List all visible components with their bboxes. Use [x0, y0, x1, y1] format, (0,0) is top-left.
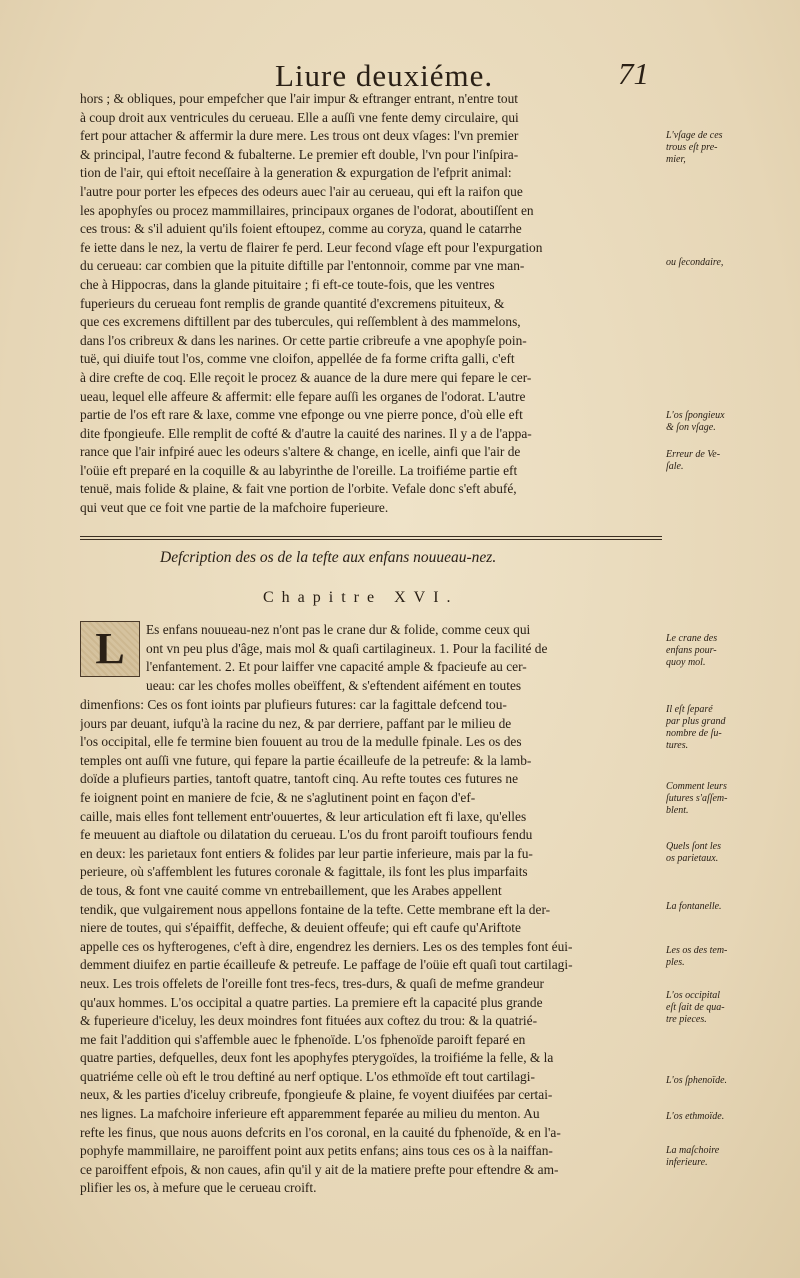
text-line: quatriéme celle où eft le trou deftiné au nerf optique. L'os ethmoïde eft tout cartilagi- [80, 1068, 535, 1084]
section-rule [80, 536, 662, 537]
text-line: qui veut que ce foit vne partie de la mafchoire fuperieure. [80, 500, 389, 516]
decorated-initial [80, 621, 140, 677]
text-line: niere de toutes, qui s'épaiffit, deffeche, & deuient offeufe; qui eft caufe qu'Ariftote [80, 920, 521, 936]
margin-note: quoy mol. [666, 657, 706, 668]
text-line: & fuperieure d'iceluy, les deux moindres font fituées aux coftez du trou: & la quatrié- [80, 1013, 538, 1029]
body-text-top [80, 90, 660, 518]
margin-note: os parietaux. [666, 853, 719, 864]
text-line: quatre parties, defquelles, deux font les apophyfes pterygoïdes, la troifiéme la felle, & la [80, 1050, 554, 1066]
margin-note: L'os ſphenoïde. [666, 1075, 728, 1086]
body-text-chapter [80, 696, 660, 1198]
margin-note: ſutures s'aſſem- [666, 793, 728, 804]
text-line: l'autre pour porter les efpeces des odeurs auec l'air au cerueau, qui eft la raifon que [80, 183, 523, 199]
section-rule-thin [80, 539, 662, 540]
text-line: de tous, & font vne cauité comme vn entrebaillement, que les Arabes appellent [80, 882, 502, 898]
text-line: dimenfions: Ces os font ioints par plufieurs futures: car la fagittale defcend tou- [80, 697, 507, 712]
text-line: en deux: les parietaux font entiers & folides par leur partie inferieure, mais par la fu- [80, 845, 533, 861]
text-line: rance que l'air infpiré auec les odeurs s'altere & change, en icelle, ainfi que l'air de [80, 444, 521, 460]
margin-note: ſale. [666, 461, 684, 472]
text-line: tendik, que vulgairement nous appellons fontaine de la tefte. Cette membrane eft la der- [80, 901, 551, 917]
margin-note: ples. [666, 957, 685, 968]
text-line: fe meuuent au diaftole ou dilatation du cerueau. L'os du front paroift toufiours fendu [80, 827, 533, 843]
margin-note: eſt ſait de qua- [666, 1002, 725, 1013]
text-line: fuperieurs du cerueau font remplis de grande quantité d'excremens pituiteux, & [80, 295, 505, 311]
margin-note: & ſon vſage. [666, 422, 716, 433]
text-line: pophyfe mammillaire, ne paroiffent point aux petits enfans; ains tous ces os à la naiffan- [80, 1143, 553, 1159]
text-line: temples ont auſſi vne future, qui fepare la partie écailleufe de la petreufe: & la lamb- [80, 752, 532, 768]
page-number: 71 [618, 56, 649, 91]
margin-note: Le crane des [666, 633, 718, 644]
margin-note: enfans pour- [666, 645, 717, 656]
margin-note: trous eſt pre- [666, 142, 718, 153]
margin-note: inferieure. [666, 1157, 708, 1168]
text-line: & principal, l'autre fecond & fubalterne. Le premier eft double, l'vn pour l'inſpira- [80, 146, 519, 162]
margin-note: tures. [666, 740, 689, 751]
text-line: fert pour attacher & affermir la dure mere. Les trous ont deux vſages: l'vn premier [80, 128, 519, 144]
text-line: qu'aux hommes. L'os occipital a quatre parties. La premiere eft la capacité plus grande [80, 994, 543, 1010]
text-line: à coup droit aux ventricules du cerueau. Elle a auſſi vne fente demy circulaire, qui [80, 109, 519, 125]
margin-note: Les os des tem- [666, 945, 728, 956]
text-line: tuë, qui diuife tout l'os, comme vne cloifon, appellée de fa forme crifta galli, c'eft [80, 351, 515, 367]
margin-note: Comment leurs [666, 781, 727, 792]
text-line: l'os occipital, elle fe termine bien fouuent au trou de la medulle fpinale. Les os des [80, 734, 522, 750]
text-line: du cerueau: car combien que la pituite diftille par l'entonnoir, comme par vne man- [80, 258, 525, 274]
margin-note: L'vſage de ces [666, 130, 723, 141]
text-line: plifier les os, à mefure que le cerueau croift. [80, 1180, 317, 1196]
text-line: hors ; & obliques, pour empefcher que l'air impur & eftranger entrant, n'entre tout [80, 91, 519, 106]
running-title: Liure deuxiéme. [275, 58, 494, 93]
text-line: ce paroiffent efpois, & non caues, afin qu'il y ait de la matiere prefte pour eftendre & am- [80, 1161, 559, 1177]
text-line: fe ioignent point en maniere de fcie, & ne s'aglutinent point en façon d'ef- [80, 789, 476, 805]
text-line: que ces excremens diftillent par des tubercules, qui reſſemblent à des mammelons, [80, 314, 521, 330]
text-line: l'oüie eft preparé en la coquille & au labyrinthe de l'oreille. La troifiéme partie eft [80, 462, 518, 478]
margin-note: La fontanelle. [666, 901, 722, 912]
text-line: dans l'os cribreux & dans les narines. Or cette partie cribreufe a vne apophyſe poin- [80, 332, 527, 348]
text-line: tion de l'air, qui eftoit neceſſaire à la generation & expurgation de l'efprit animal: [80, 165, 512, 181]
text-line: ueau: car les chofes molles obeïffent, & s'eftendent aifément en toutes [146, 677, 522, 693]
margin-note: Il eſt ſeparé [666, 704, 713, 715]
text-line: Es enfans nouueau-nez n'ont pas le crane dur & folide, comme ceux qui [146, 622, 531, 637]
text-line: appelle ces os hyfterogenes, c'eft à dire, engendrez les derniers. Les os des temples font éui- [80, 938, 573, 954]
text-line: demment diuifez en partie écailleufe & petreufe. Le paffage de l'oüie eft quaſi tout cartilagi- [80, 957, 573, 973]
text-line: à dire crefte de coq. Elle reçoit le procez & auance de la dure mere qui fepare le cer- [80, 369, 532, 385]
body-text-chapter-start [146, 621, 660, 695]
text-line: ces trous: & s'il aduient qu'ils foient eftoupez, comme au coryza, quand le catarrhe [80, 221, 522, 237]
margin-note: Quels ſont les [666, 841, 721, 852]
text-line: neux, & les parties d'iceluy cribreufe, fpongieufe & plaine, fe voyent diuifées par certai- [80, 1087, 553, 1103]
margin-note: par plus grand [666, 716, 726, 727]
text-line: ont vn peu plus d'âge, mais mol & quaſi cartilagineux. 1. Pour la facilité de [146, 640, 548, 656]
margin-note: La maſchoire [666, 1145, 720, 1156]
text-line: l'enfantement. 2. Et pour laiffer vne capacité ample & fpacieufe au cer- [146, 659, 527, 675]
chapter-heading: Chapitre XVI. [263, 589, 459, 606]
text-line: jours par deuant, iufqu'à la racine du nez, & par derriere, paffant par le milieu de [80, 715, 512, 731]
text-line: nes lignes. La mafchoire inferieure eft apparemment feparée au milieu du menton. Au [80, 1106, 540, 1122]
text-line: che à Hippocras, dans la glande pituitaire ; fi eft-ce toute-fois, que les ventres [80, 276, 495, 292]
text-line: tenuë, mais folide & plaine, & fait vne portion de l'orbite. Vefale donc s'eft abufé, [80, 481, 517, 497]
text-line: perieure, où s'affemblent les futures coronale & fagittale, ils font les plus imparfaits [80, 864, 528, 880]
text-line: caille, mais elles font tellement entr'ouuertes, & leur articulation eft fi laxe, qu'elles [80, 808, 527, 824]
text-line: les apophyſes ou procez mammillaires, principaux organes de l'odorat, aboutiſſent en [80, 202, 534, 218]
margin-note: Erreur de Ve- [666, 449, 721, 460]
text-line: me fait l'addition qui s'affemble auec le fphenoïde. L'os fphenoïde paroift feparé en [80, 1031, 526, 1047]
text-line: doïde a plufieurs parties, tantoft quatre, tantoft cinq. Au refte toutes ces futures ne [80, 771, 519, 787]
margin-note: blent. [666, 805, 689, 816]
margin-note: L'os ethmoïde. [666, 1111, 725, 1122]
initial-letter: L [95, 624, 125, 673]
text-line: dite fpongieufe. Elle remplit de cofté & d'autre la cauité des narines. Il y a de l'appa- [80, 425, 532, 441]
margin-note: ou ſecondaire, [666, 257, 724, 268]
text-line: refte les finus, que nous auons defcrits en l'os coronal, en la cauité du fphenoïde, & en l'a- [80, 1124, 561, 1140]
text-line: ueau, lequel elle affeure & affermit: elle fepare auſſi les organes de l'odorat. L'autre [80, 388, 526, 404]
text-line: fe iette dans le nez, la vertu de flairer fe perd. Leur fecond vſage eft pour l'expurgation [80, 239, 543, 255]
margin-note: tre pieces. [666, 1014, 707, 1025]
text-line: neux. Les trois offelets de l'oreille font tres-fecs, tres-durs, & quaſi de mefme grandeur [80, 975, 544, 991]
margin-note: nombre de ſu- [666, 728, 722, 739]
text-line: partie de l'os eft rare & laxe, comme vne efponge ou vne pierre ponce, d'où elle eft [80, 407, 523, 423]
margin-note: L'os ſpongieux [666, 410, 725, 421]
margin-note: mier, [666, 154, 686, 165]
margin-note: L'os occipital [666, 990, 721, 1001]
section-heading: Defcription des os de la tefte aux enfans nouueau-nez. [160, 549, 497, 566]
